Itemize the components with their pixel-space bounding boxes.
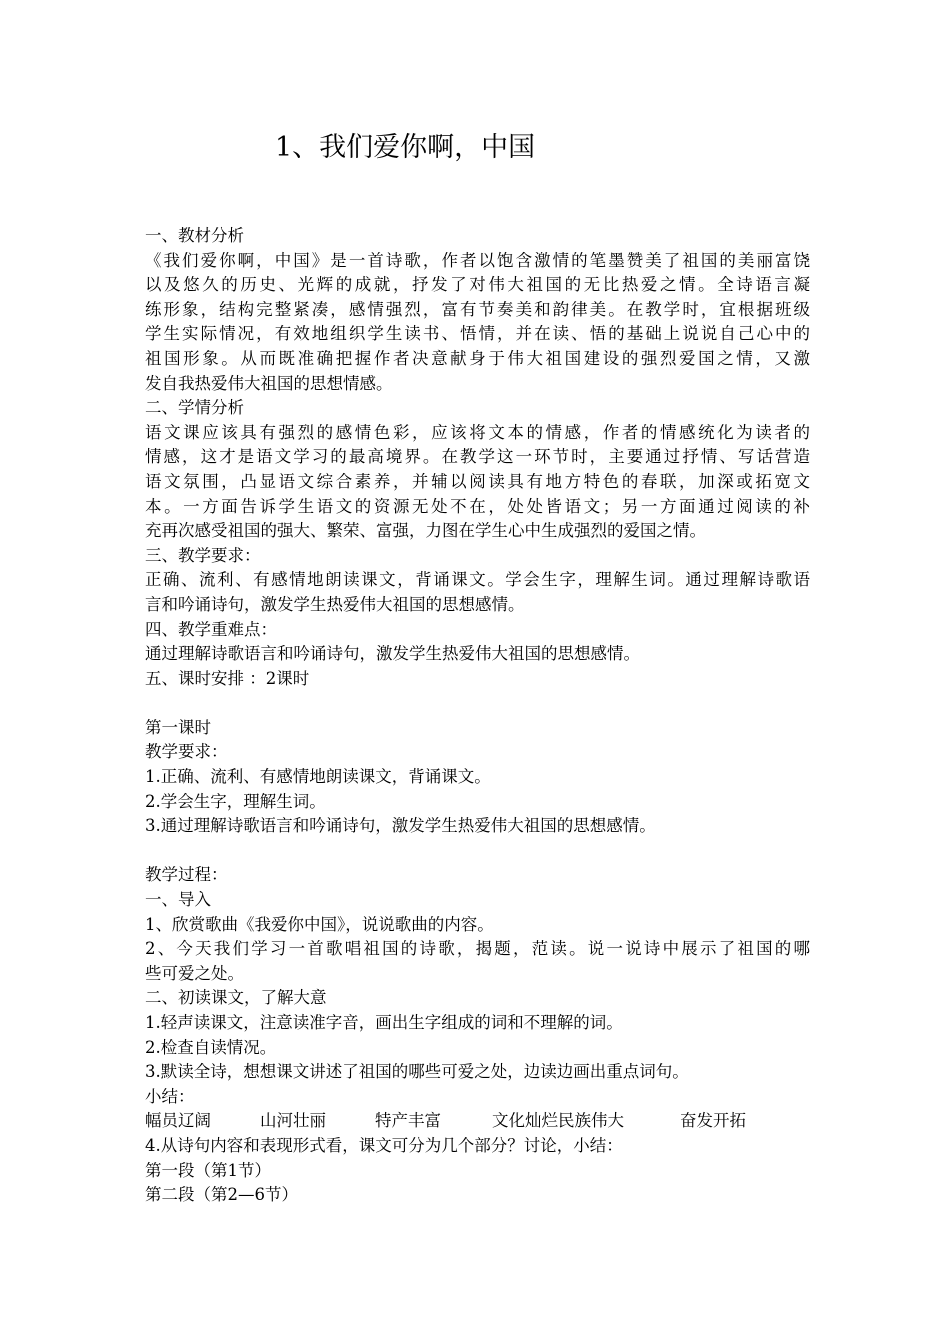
blank-line (145, 839, 810, 864)
summary-label: 小结： (145, 1086, 195, 1106)
document-body (145, 224, 810, 1208)
list-item: 2、今天我们学习一首歌唱祖国的诗歌，揭题，范读。说一说诗中展示了祖国的哪 (145, 939, 810, 959)
paragraph-line: 祖国形象。从而既准确把握作者决意献身于伟大祖国建设的强烈爱国之情，又激 (145, 348, 810, 368)
section-heading-student-analysis: 二、学情分析 (145, 398, 244, 418)
paragraph-line: 发自我热爱伟大祖国的思想情感。 (145, 373, 393, 393)
list-item: 3.通过理解诗歌语言和吟诵诗句，激发学生热爱伟大祖国的思想感情。 (145, 816, 656, 836)
process-heading: 教学过程： (145, 865, 228, 885)
list-item: 1.轻声读课文，注意读准字音，画出生字组成的词和不理解的词。 (145, 1013, 623, 1032)
summary-term: 奋发开拓 (680, 1111, 746, 1131)
list-item: 1.正确、流利、有感情地朗读课文，背诵课文。 (145, 767, 491, 787)
list-item: 3.默读全诗，想想课文讲述了祖国的哪些可爱之处，边读边画出重点词句。 (145, 1062, 689, 1082)
document-title: 1、我们爱你啊，中国 (275, 132, 536, 163)
paragraph-line: 言和吟诵诗句，激发学生热爱伟大祖国的思想感情。 (145, 594, 525, 614)
list-item: 些可爱之处。 (145, 963, 244, 983)
section-heading-teaching-requirements: 三、教学要求： (145, 545, 261, 565)
part-item: 第一段（第1节） (145, 1160, 271, 1180)
summary-term: 幅员辽阔 (145, 1111, 211, 1131)
blank-line (145, 691, 810, 716)
list-item: 4.从诗句内容和表现形式看，课文可分为几个部分？讨论，小结： (145, 1135, 623, 1155)
list-item: 2.检查自读情况。 (145, 1037, 277, 1057)
summary-term: 文化灿烂民族伟大 (492, 1111, 624, 1131)
step-heading-first-reading: 二、初读课文，了解大意 (145, 988, 327, 1008)
section-heading-schedule: 五、课时安排 ：2课时 (145, 668, 310, 688)
summary-term: 特产丰富 (375, 1111, 441, 1131)
paragraph-line: 练形象，结构完整紧凑，感情强烈，富有节奏美和韵律美。在教学时，宜根据班级 (145, 299, 810, 319)
part-item: 第二段（第2—6节） (145, 1185, 298, 1205)
paragraph-line: 《我们爱你啊，中国》是一首诗歌，作者以饱含激情的笔墨赞美了祖国的美丽富饶 (145, 250, 810, 270)
paragraph-line: 情感，这才是语文学习的最高境界。在教学这一环节时，主要通过抒情、写话营造 (145, 447, 810, 467)
lesson-requirements-heading: 教学要求： (145, 742, 228, 762)
paragraph-line: 语文课应该具有强烈的感情色彩，应该将文本的情感，作者的情感统化为读者的 (145, 422, 810, 442)
summary-term: 山河壮丽 (260, 1111, 326, 1131)
step-heading-intro: 一、导入 (145, 890, 211, 910)
lesson-heading: 第一课时 (145, 717, 211, 737)
paragraph-line: 以及悠久的历史、光辉的成就，抒发了对伟大祖国的无比热爱之情。全诗语言凝 (145, 275, 810, 295)
paragraph-line: 正确、流利、有感情地朗读课文，背诵课文。学会生字，理解生词。通过理解诗歌语 (145, 570, 810, 590)
list-item: 1、欣赏歌曲《我爱你中国》，说说歌曲的内容。 (145, 914, 494, 934)
paragraph-line: 充再次感受祖国的强大、繁荣、富强，力图在学生心中生成强烈的爱国之情。 (145, 521, 706, 541)
paragraph-line: 语文氛围，凸显语文综合素养，并辅以阅读具有地方特色的春联，加深或拓宽文 (145, 471, 810, 491)
paragraph-line: 学生实际情况，有效地组织学生读书、悟情，并在读、悟的基础上说说自己心中的 (145, 324, 810, 344)
summary-terms (145, 1109, 810, 1134)
list-item: 2.学会生字，理解生词。 (145, 791, 326, 811)
paragraph-line: 通过理解诗歌语言和吟诵诗句，激发学生热爱伟大祖国的思想感情。 (145, 644, 640, 664)
paragraph-line: 本。一方面告诉学生语文的资源无处不在，处处皆语文；另一方面通过阅读的补 (145, 496, 810, 516)
section-heading-key-points: 四、教学重难点： (145, 619, 277, 639)
section-heading-textbook-analysis: 一、教材分析 (145, 226, 244, 245)
